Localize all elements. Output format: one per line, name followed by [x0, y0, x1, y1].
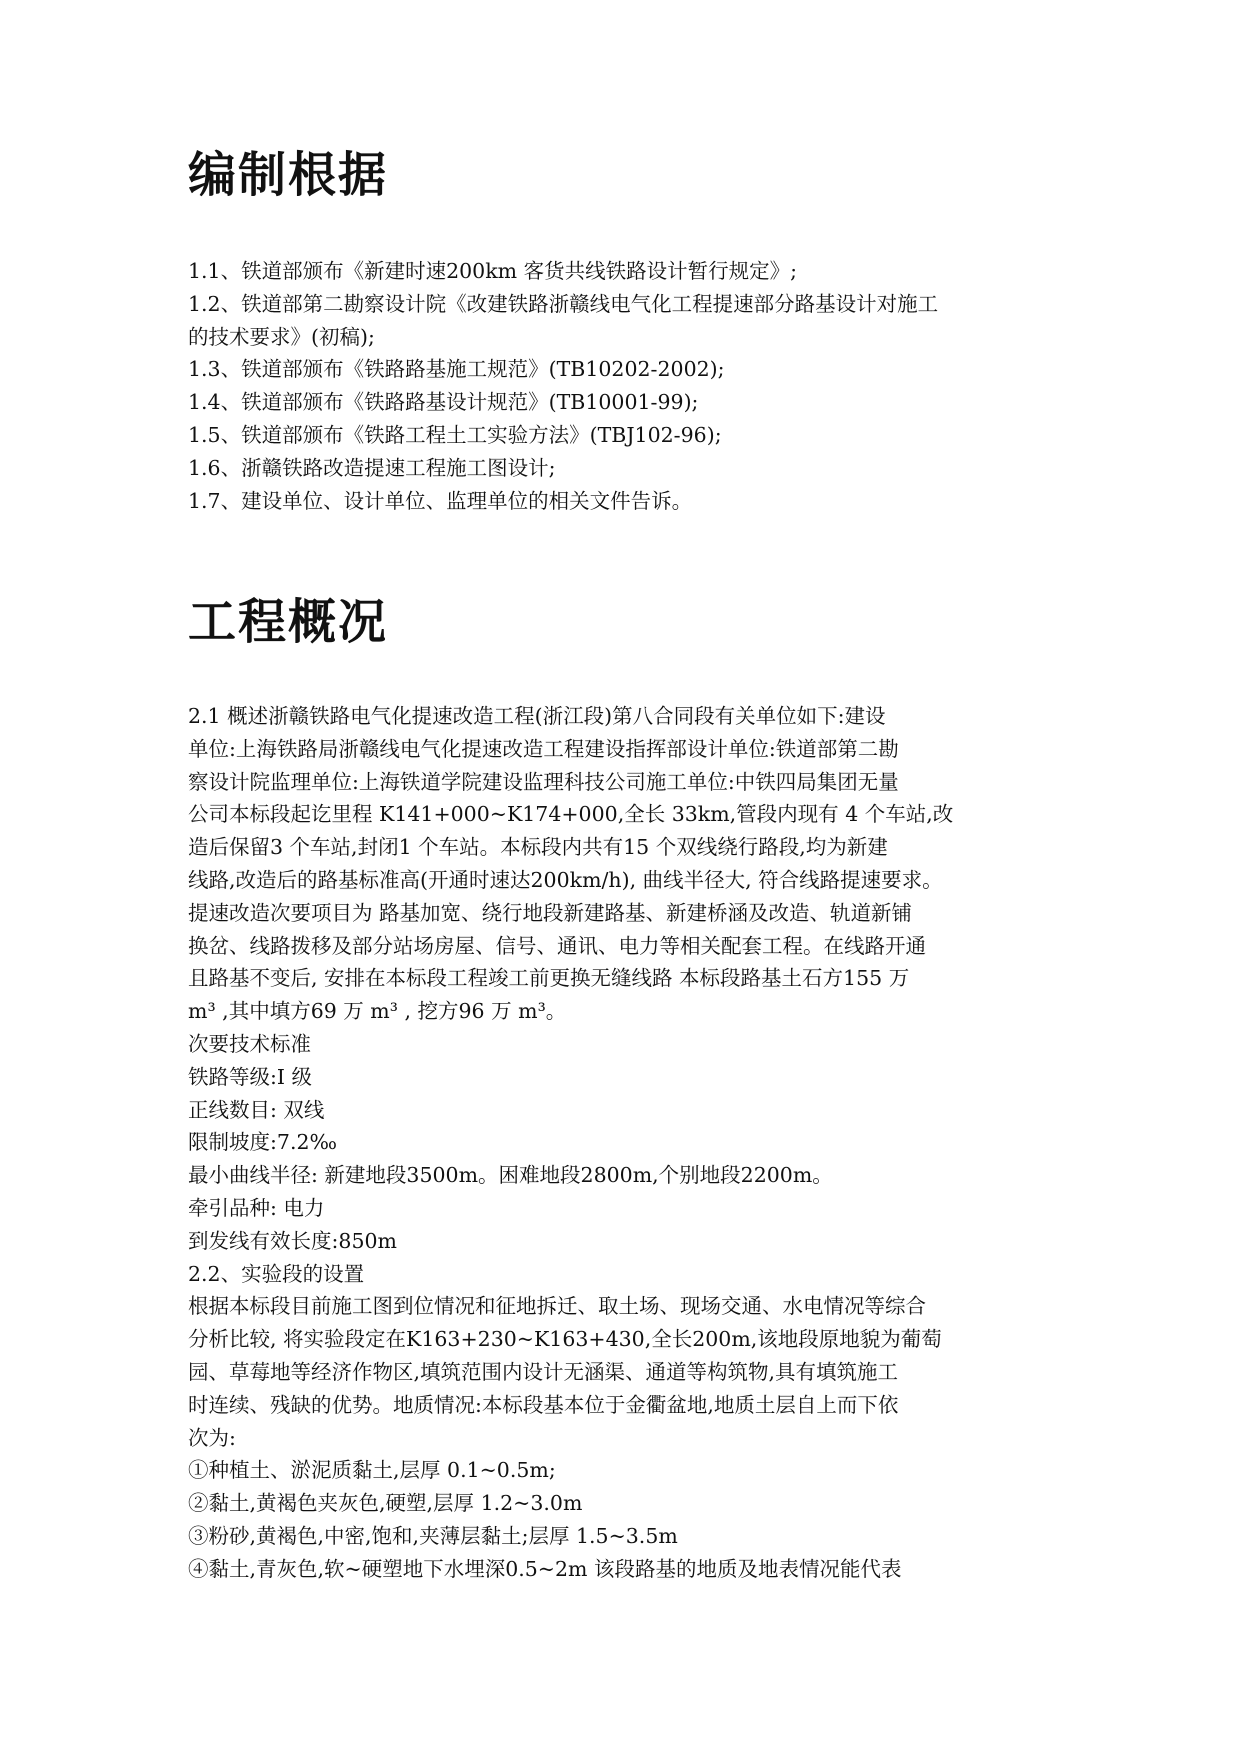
overview-line: ③粉砂,黄褐色,中密,饱和,夹薄层黏土;层厚 1.5~3.5m [188, 1523, 678, 1548]
section-heading-overview: 工程概况 [188, 594, 389, 650]
overview-line: 园、草莓地等经济作物区,填筑范围内设计无涵渠、通道等构筑物,具有填筑施工 [188, 1359, 899, 1384]
overview-line: 且路基不变后, 安排在本标段工程竣工前更换无缝线路 本标段路基土石方155 万 [188, 966, 910, 991]
basis-list [188, 255, 1088, 517]
overview-line: 次为: [188, 1425, 236, 1450]
overview-line: 铁路等级:I 级 [188, 1064, 313, 1089]
overview-line: 根据本标段目前施工图到位情况和征地拆迁、取土场、现场交通、水电情况等综合 [188, 1294, 926, 1319]
overview-line: ④黏土,青灰色,软~硬塑地下水埋深0.5~2m 该段路基的地质及地表情况能代表 [188, 1556, 902, 1581]
basis-item: 1.5、铁道部颁布《铁路工程土工实验方法》(TBJ102-96); [188, 422, 722, 447]
basis-item: 1.2、铁道部第二勘察设计院《改建铁路浙赣线电气化工程提速部分路基设计对施工 [188, 291, 939, 316]
basis-item: 1.4、铁道部颁布《铁路路基设计规范》(TB10001-99); [188, 390, 699, 415]
overview-line: 最小曲线半径: 新建地段3500m。困难地段2800m,个别地段2200m。 [188, 1163, 833, 1188]
section-heading-basis: 编制根据 [188, 147, 389, 203]
overview-line: 限制坡度:7.2‰ [188, 1130, 338, 1155]
overview-line: 到发线有效长度:850m [188, 1228, 397, 1253]
overview-line: 正线数目: 双线 [188, 1097, 325, 1122]
basis-item: 1.6、浙赣铁路改造提速工程施工图设计; [188, 455, 556, 480]
basis-item: 1.3、铁道部颁布《铁路路基施工规范》(TB10202-2002); [188, 357, 725, 382]
overview-line: 察设计院监理单位:上海铁道学院建设监理科技公司施工单位:中铁四局集团无量 [188, 769, 899, 794]
overview-line: 2.2、实验段的设置 [188, 1261, 365, 1286]
basis-item: 1.1、铁道部颁布《新建时速200km 客货共线铁路设计暂行规定》; [188, 259, 798, 283]
overview-line: 提速改造次要项目为 路基加宽、绕行地段新建路基、新建桥涵及改造、轨道新铺 [188, 900, 913, 925]
overview-body [188, 700, 1088, 1586]
overview-line: m³ ,其中填方69 万 m³ , 挖方96 万 m³。 [188, 999, 567, 1024]
overview-line: 次要技术标准 [188, 1031, 311, 1056]
overview-line: 换岔、线路拨移及部分站场房屋、信号、通讯、电力等相关配套工程。在线路开通 [188, 933, 926, 958]
overview-line: 2.1 概述浙赣铁路电气化提速改造工程(浙江段)第八合同段有关单位如下:建设 [188, 704, 886, 728]
basis-item: 的技术要求》(初稿); [188, 324, 375, 349]
overview-line: ①种植土、淤泥质黏土,层厚 0.1~0.5m; [188, 1458, 556, 1483]
basis-item: 1.7、建设单位、设计单位、监理单位的相关文件告诉。 [188, 488, 693, 513]
overview-line: 造后保留3 个车站,封闭1 个车站。本标段内共有15 个双线绕行路段,均为新建 [188, 835, 888, 860]
overview-line: 时连续、残缺的优势。地质情况:本标段基本位于金衢盆地,地质土层自上而下依 [188, 1392, 899, 1417]
overview-line: 单位:上海铁路局浙赣线电气化提速改造工程建设指挥部设计单位:铁道部第二勘 [188, 736, 899, 761]
overview-line: 公司本标段起讫里程 K141+000~K174+000,全长 33km,管段内现有 4 个车站,改 [188, 802, 954, 827]
overview-line: ②黏土,黄褐色夹灰色,硬塑,层厚 1.2~3.0m [188, 1491, 583, 1516]
overview-line: 分析比较, 将实验段定在K163+230~K163+430,全长200m,该地段原地貌为葡萄 [188, 1327, 942, 1352]
overview-line: 牵引品种: 电力 [188, 1195, 325, 1220]
overview-line: 线路,改造后的路基标准高(开通时速达200km/h), 曲线半径大, 符合线路提速要求。 [188, 867, 943, 892]
